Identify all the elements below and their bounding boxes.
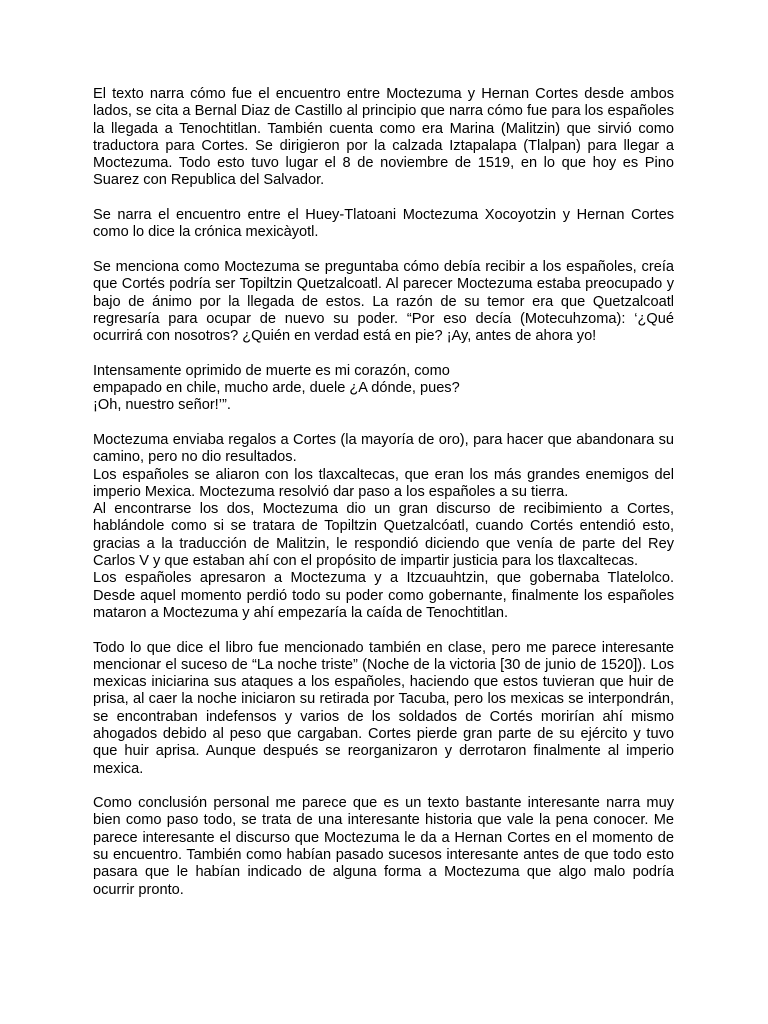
paragraph-speech: Al encontrarse los dos, Moctezuma dio un gran discurso de recibimiento a Cortes, hablándole como si se tratara de Topiltzin Quetzalcóatl, cuando Cortés entendió esto, gracias a la traducción de Malitzin, le respondió diciendo que venía de parte del Rey Carlos V y que estaban ahí con el propósito de impartir justicia para los tlaxcaltecas. <box>93 501 674 570</box>
paragraph-alliance: Los españoles se aliaron con los tlaxcaltecas, que eran los más grandes enemigos del imperio Mexica. Moctezuma resolvió dar paso a los españoles a su tierra. <box>93 466 674 500</box>
poem-line: Intensamente oprimido de muerte es mi corazón, como <box>93 362 450 379</box>
paragraph-quetzalcoatl: Se menciona como Moctezuma se preguntaba cómo debía recibir a los españoles, creía que Cortés podría ser Topiltzin Quetzalcoatl. Al parecer Moctezuma estaba preocupado y bajo de ánimo por la llegada de estos. La razón de su temor era que Quetzalcoatl regresaría para ocupar de nuevo su poder. “Por eso decía (Motecuhzoma): ‘¿Qué ocurrirá con nosotros? ¿Quién en verdad está en pie? ¡Ay, antes de ahora yo! <box>93 258 674 345</box>
events-block <box>93 432 674 622</box>
poem-line: empapado en chile, mucho arde, duele ¿A dónde, pues? <box>93 380 460 397</box>
poem-line: ¡Oh, nuestro señor!’”. <box>93 397 231 414</box>
paragraph-gifts: Moctezuma enviaba regalos a Cortes (la mayoría de oro), para hacer que abandonara su camino, pero no dio resultados. <box>93 431 674 466</box>
document-body <box>93 86 674 916</box>
poem-quote <box>93 363 674 415</box>
paragraph-conclusion: Como conclusión personal me parece que es un texto bastante interesante narra muy bien como paso todo, se trata de una interesante historia que vale la pena conocer. Me parece interesante el discurso que Moctezuma le da a Hernan Cortes en el momento de su encuentro. También como habían pasado sucesos interesante antes de que todo esto pasara que le habían indicado de alguna forma a Moctezuma que algo malo podría ocurrir pronto. <box>93 795 674 898</box>
paragraph-noche-triste: Todo lo que dice el libro fue mencionado también en clase, pero me parece interesante mencionar el suceso de “La noche triste” (Noche de la victoria [30 de junio de 1520]). Los mexicas iniciarina sus ataques a los españoles, haciendo que estos tuvieran que huir de prisa, al caer la noche iniciaron su retirada por Tacuba, pero los mexicas se interpondrán, se encontraban indefensos y varios de los soldados de Cortés morirían ahí mismo ahogados debido al peso que cargaban. Cortes pierde gran parte de su ejército y tuvo que huir aprisa. Aunque después se reorganizaron y derrotaron finalmente al imperio mexica. <box>93 639 674 777</box>
paragraph-encounter-intro: El texto narra cómo fue el encuentro entre Moctezuma y Hernan Cortes desde ambos lados, se cita a Bernal Diaz de Castillo al principio que narra cómo fue para los españoles la llegada a Tenochtitlan. También cuenta como era Marina (Malitzin) que sirvió como traductora para Cortes. Se dirigieron por la calzada Iztapalapa (Tlalpan) para llegar a Moctezuma. Todo esto tuvo lugar el 8 de noviembre de 1519, en lo que hoy es Pino Suarez con Republica del Salvador. <box>93 86 674 189</box>
paragraph-cronica: Se narra el encuentro entre el Huey-Tlatoani Moctezuma Xocoyotzin y Hernan Cortes como lo dice la crónica mexicàyotl. <box>93 207 674 241</box>
paragraph-capture: Los españoles apresaron a Moctezuma y a Itzcuauhtzin, que gobernaba Tlatelolco. Desde aquel momento perdió todo su poder como gobernante, finalmente los españoles mataron a Moctezuma y ahí empezaría la caída de Tenochtitlan. <box>93 570 674 621</box>
